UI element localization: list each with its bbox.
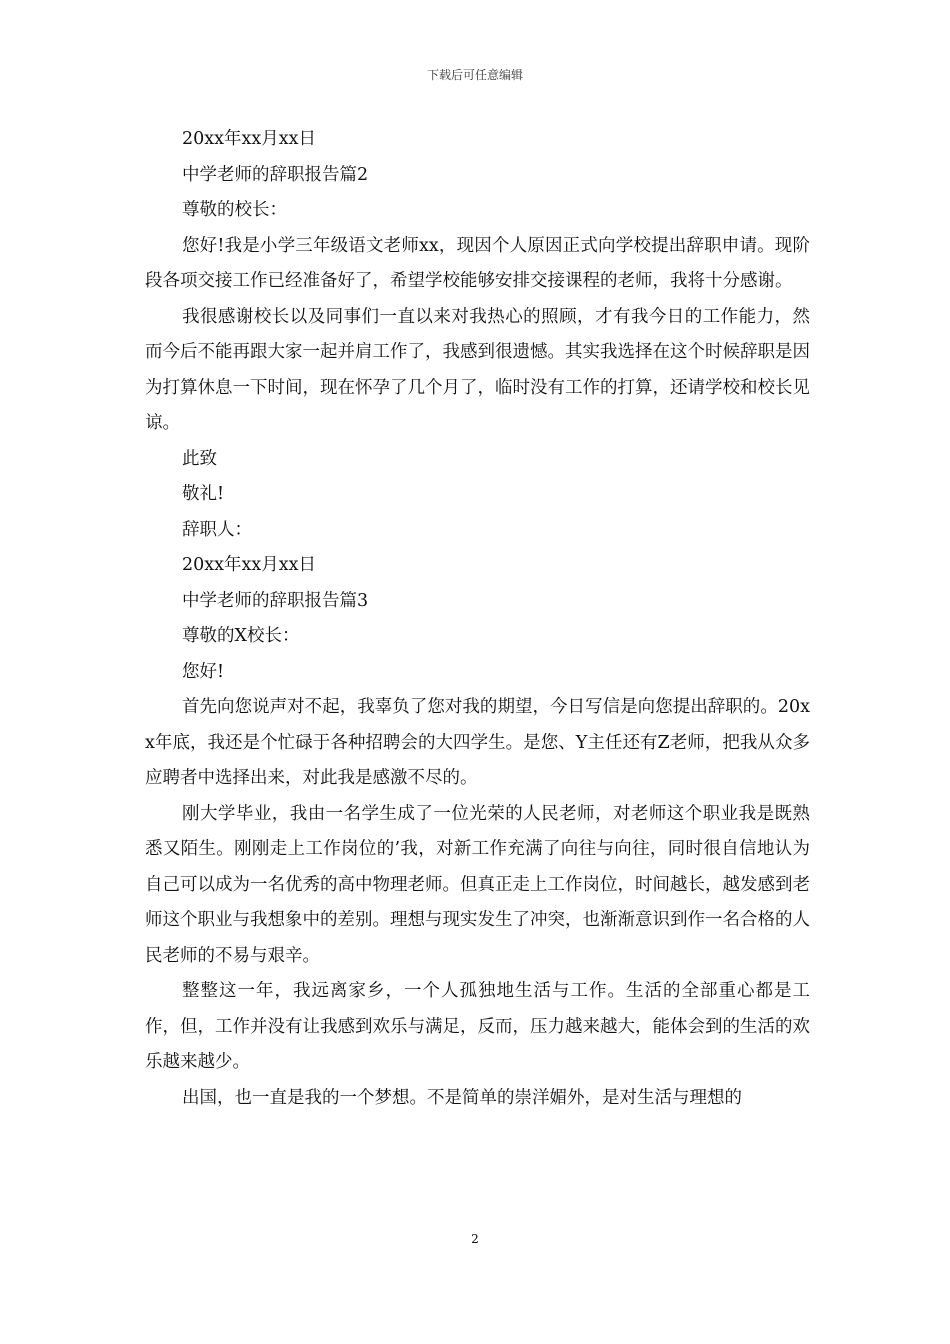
paragraph: 首先向您说声对不起，我辜负了您对我的期望，今日写信是向您提出辞职的。20xx年底，我还是个忙碌于各种招聘会的大四学生。是您、Y主任还有Z老师，把我从众多应聘者中选择出来，对此我是感激不尽的。: [145, 697, 810, 788]
page-number: 2: [471, 1232, 479, 1246]
date-line: 20xx年xx月xx日: [182, 555, 316, 575]
page-header: 下载后可任意编辑: [426, 68, 523, 82]
paragraph: 整整这一年，我远离家乡，一个人孤独地生活与工作。生活的全部重心都是工作，但，工作并没有让我感到欢乐与满足，反而，压力越来越大，能体会到的生活的欢乐越来越少。: [145, 981, 810, 1072]
closing-line: 此致: [182, 448, 217, 469]
greeting: 您好!: [182, 661, 225, 682]
paragraph: 出国，也一直是我的一个梦想。不是简单的崇洋媚外，是对生活与理想的: [182, 1087, 742, 1108]
section-title: 中学老师的辞职报告篇3: [182, 590, 369, 611]
signature-line: 辞职人：: [182, 519, 252, 540]
salutation: 尊敬的校长：: [182, 200, 287, 220]
closing-line: 敬礼!: [182, 484, 225, 504]
document-body: [145, 122, 810, 1116]
paragraph: 您好!我是小学三年级语文老师xx，现因个人原因正式向学校提出辞职申请。现阶段各项交接工作已经准备好了，希望学校能够安排交接课程的老师，我将十分感谢。: [145, 235, 810, 291]
date-line: 20xx年xx月xx日: [182, 129, 316, 149]
paragraph: 刚大学毕业，我由一名学生成了一位光荣的人民老师，对老师这个职业我是既熟悉又陌生。刚刚走上工作岗位的’我，对新工作充满了向往与向往，同时很自信地认为自己可以成为一名优秀的高中物理老师。但真正走上工作岗位，时间越长，越发感到老师这个职业与我想象中的差别。理想与现实发生了冲突，也渐渐意识到作一名合格的人民老师的不易与艰辛。: [145, 803, 810, 966]
section-title: 中学老师的辞职报告篇2: [182, 164, 369, 185]
salutation: 尊敬的X校长：: [182, 626, 300, 646]
paragraph: 我很感谢校长以及同事们一直以来对我热心的照顾，才有我今日的工作能力，然而今后不能再跟大家一起并肩工作了，我感到很遗憾。其实我选择在这个时候辞职是因为打算休息一下时间，现在怀孕了几个月了，临时没有工作的打算，还请学校和校长见谅。: [145, 306, 810, 433]
